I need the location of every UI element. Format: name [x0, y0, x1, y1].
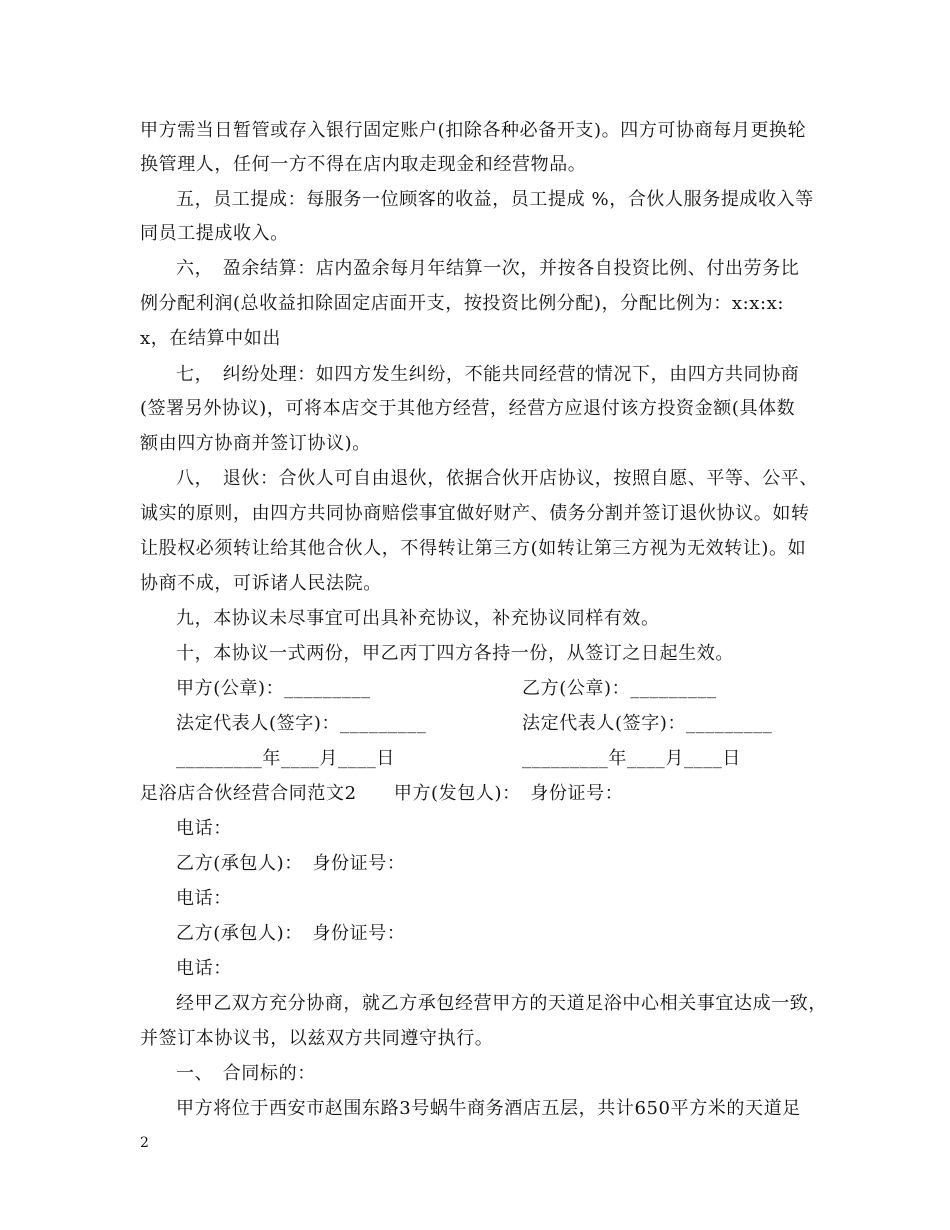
signature-party-b-seal: 乙方(公章)：_________: [522, 678, 717, 699]
text-line: 七， 纠纷处理：如四方发生纠纷，不能共同经营的情况下，由四方共同协商: [176, 364, 800, 385]
text-line: 五，员工提成：每服务一位顾客的收益，员工提成 %，合伙人服务提成收入等: [176, 189, 814, 210]
text-line: 诚实的原则，由四方共同协商赔偿事宜做好财产、债务分割并签订退伙协议。如转: [140, 503, 810, 524]
text-line: 甲方将位于西安市赵围东路3号蜗牛商务酒店五层，共计650平方米的天道足: [176, 1098, 801, 1119]
text-line: 例分配利润(总收益扣除固定店面开支，按投资比例分配)，分配比例为：x:x:x:: [140, 293, 785, 314]
text-line: x，在结算中如出: [140, 328, 281, 349]
text-line: 甲方需当日暂管或存入银行固定账户(扣除各种必备开支)。四方可协商每月更换轮: [140, 120, 807, 141]
text-line: 乙方(承包人)： 身份证号：: [176, 853, 406, 874]
text-line: 同员工提成收入。: [140, 223, 289, 244]
text-line: 换管理人，任何一方不得在店内取走现金和经营物品。: [140, 154, 587, 175]
signature-party-a-seal: 甲方(公章)：_________: [176, 678, 371, 699]
page-number: 2: [140, 1135, 149, 1151]
signature-party-b-date: _________年____月____日: [522, 748, 741, 769]
text-line: 一、 合同标的：: [176, 1063, 316, 1084]
text-line: 让股权必须转让给其他合伙人，不得转让第三方(如转让第三方视为无效转让)。如: [140, 538, 807, 559]
text-line: 电话：: [176, 818, 232, 839]
text-line: 八， 退伙：合伙人可自由退伙，依据合伙开店协议，按照自愿、平等、公平、: [176, 468, 818, 489]
text-line: 并签订本协议书，以兹双方共同遵守执行。: [140, 1028, 494, 1049]
text-line: 协商不成，可诉诸人民法院。: [140, 573, 382, 594]
text-line: (签署另外协议)，可将本店交于其他方经营，经营方应退付该方投资金额(具体数: [140, 398, 796, 419]
signature-party-b-representative: 法定代表人(签字)：_________: [522, 713, 773, 734]
text-line: 乙方(承包人)： 身份证号：: [176, 923, 406, 944]
text-line: 电话：: [176, 958, 232, 979]
text-line: 六， 盈余结算：店内盈余每月年结算一次，并按各自投资比例、付出劳务比: [176, 258, 800, 279]
text-line: 经甲乙双方充分协商，就乙方承包经营甲方的天道足浴中心相关事宜达成一致，: [176, 993, 827, 1014]
text-line: 十，本协议一式两份，甲乙丙丁四方各持一份，从签订之日起生效。: [176, 643, 734, 664]
text-line: 额由四方协商并签订协议)。: [140, 433, 371, 454]
signature-party-a-representative: 法定代表人(签字)：_________: [176, 713, 427, 734]
text-line: 电话：: [176, 888, 232, 909]
section-title: 足浴店合伙经营合同范文2 甲方(发包人)： 身份证号：: [140, 783, 624, 804]
text-line: 九，本协议未尽事宜可出具补充协议，补充协议同样有效。: [176, 608, 660, 629]
signature-party-a-date: _________年____月____日: [176, 748, 395, 769]
